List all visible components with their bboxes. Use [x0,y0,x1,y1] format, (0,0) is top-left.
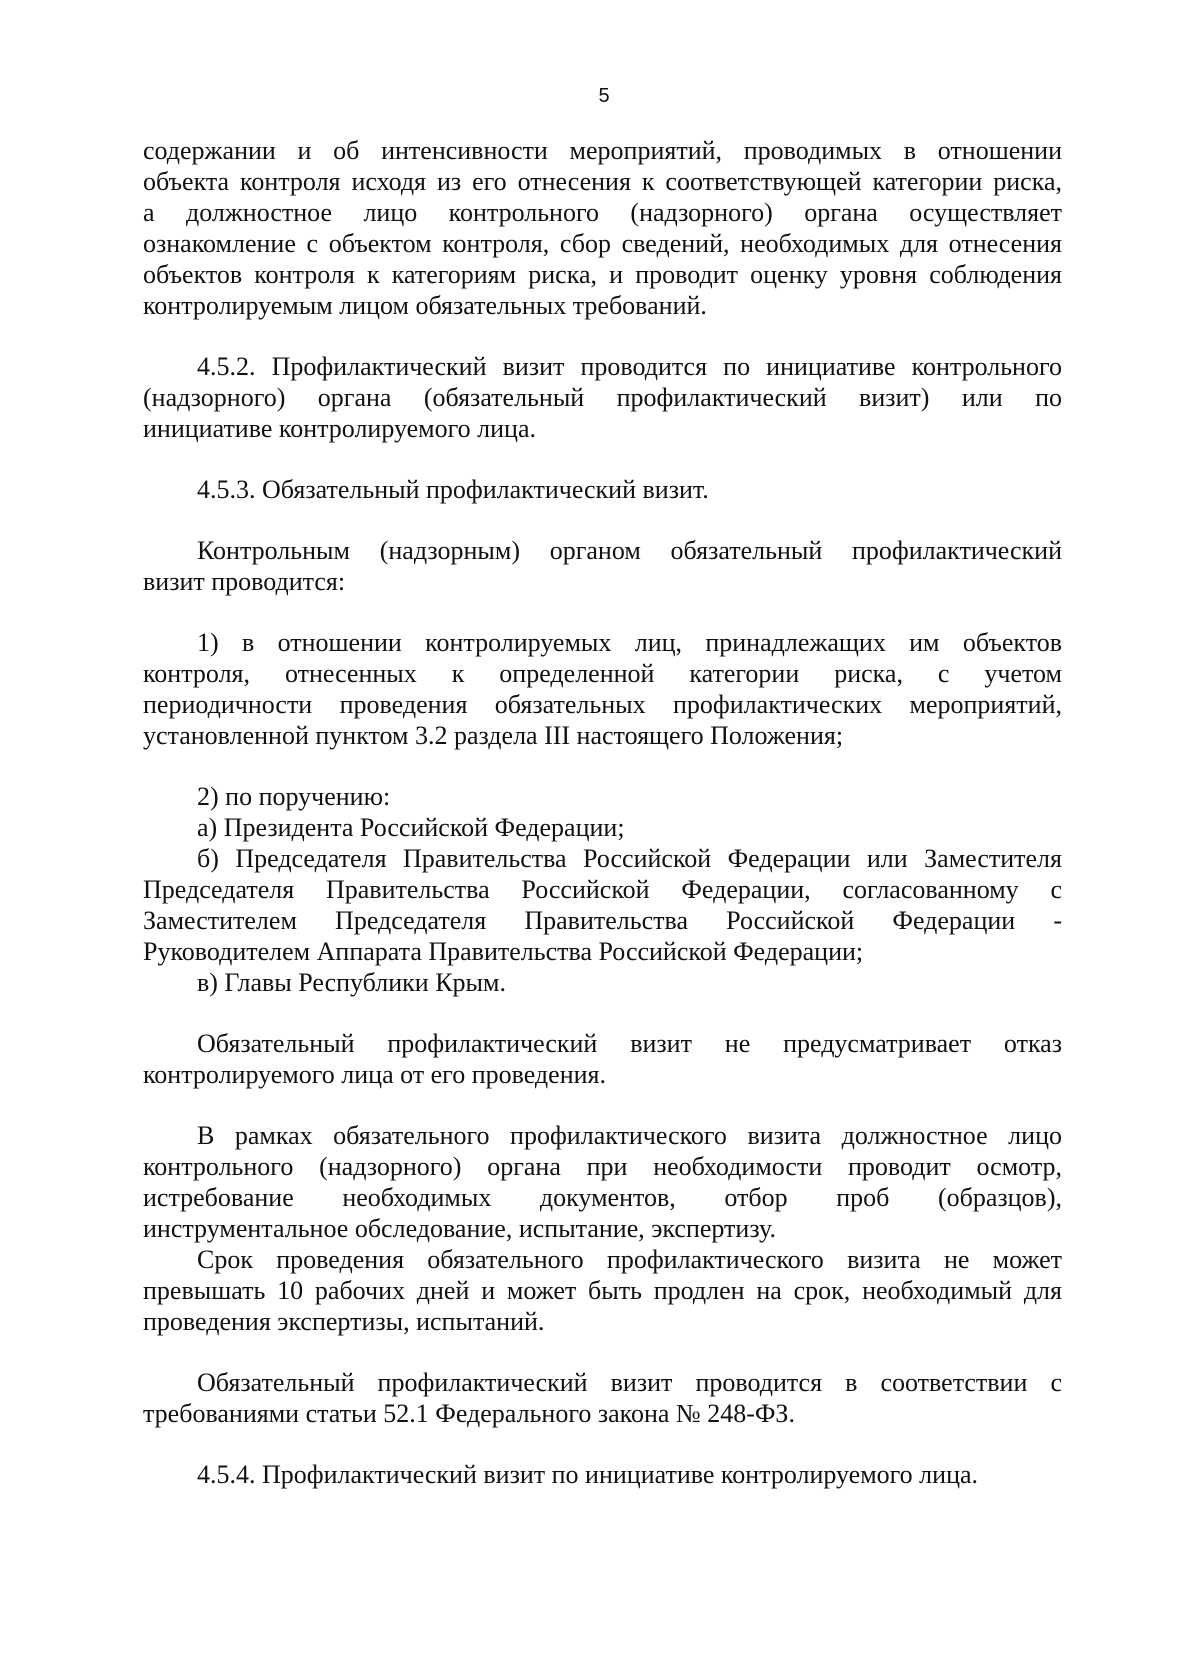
text-line: Обязательный профилактический визит проводится в соответствии с [197,1368,1062,1397]
text-line: Контрольным (надзорным) органом обязательный профилактический [197,536,1062,565]
text-line: Обязательный профилактический визит не предусматривает отказ [197,1029,1062,1058]
paragraph-4-5-4-heading [143,1459,1062,1490]
text-line: требованиями статьи 52.1 Федерального закона № 248-ФЗ. [143,1399,795,1428]
text-line: Срок проведения обязательного профилактического визита не может [197,1245,1062,1274]
text-line: инициативе контролируемого лица. [143,414,536,443]
text-line: В рамках обязательного профилактического визита должностное лицо [197,1121,1062,1150]
text-line: контролируемого лица от его проведения. [143,1060,606,1089]
paragraph-inspection-scope [143,1120,1062,1244]
paragraph-4-5-3-heading [143,474,1062,505]
paragraph-law-reference [143,1367,1062,1429]
list-item-2 [143,781,1062,812]
text-line: 1) в отношении контролируемых лиц, принадлежащих им объектов [197,628,1062,657]
list-item-2b [143,843,1062,967]
paragraph-no-refusal [143,1028,1062,1090]
text-line: ознакомление с объектом контроля, сбор сведений, необходимых для отнесения [143,229,1062,258]
text-line: визит проводится: [143,567,346,596]
text-line: превышать 10 рабочих дней и может быть продлен на срок, необходимый для [143,1276,1062,1305]
text-line: б) Председателя Правительства Российской Федерации или Заместителя [197,844,1062,873]
list-item-2a [143,812,1062,843]
paragraph-4-5-2 [143,351,1062,444]
text-line: контрольного (надзорного) органа при необходимости проводит осмотр, [143,1152,1062,1181]
text-line: контролируемым лицом обязательных требований. [143,291,707,320]
text-line: 4.5.2. Профилактический визит проводится по инициативе контрольного [197,352,1062,381]
text-line: (надзорного) органа (обязательный профилактический визит) или по [143,383,1062,412]
list-item-1 [143,627,1062,751]
text-line: установленной пунктом 3.2 раздела III настоящего Положения; [143,721,844,750]
text-line: инструментальное обследование, испытание, экспертизу. [143,1214,776,1243]
text-line: 4.5.4. Профилактический визит по инициативе контролируемого лица. [197,1460,979,1489]
text-line: а) Президента Российской Федерации; [197,813,625,842]
paragraph-control-body [143,535,1062,597]
paragraph-duration [143,1244,1062,1337]
text-line: Председателя Правительства Российской Федерации, согласованному с [143,875,1062,904]
text-line: проведения экспертизы, испытаний. [143,1307,545,1336]
text-line: контроля, отнесенных к определенной категории риска, с учетом [143,659,1062,688]
text-line: Руководителем Аппарата Правительства Российской Федерации; [143,937,864,966]
paragraph-1 [143,135,1062,321]
text-line: Заместителем Председателя Правительства Российской Федерации - [143,906,1062,935]
text-line: содержании и об интенсивности мероприятий, проводимых в отношении [143,136,1062,165]
page-number: 5 [598,85,610,107]
text-line: объектов контроля к категориям риска, и проводит оценку уровня соблюдения [143,260,1062,289]
text-line: истребование необходимых документов, отбор проб (образцов), [143,1183,1062,1212]
text-line: а должностное лицо контрольного (надзорного) органа осуществляет [143,198,1062,227]
text-line: объекта контроля исходя из его отнесения к соответствующей категории риска, [143,167,1062,196]
document-body [143,135,1062,1490]
list-item-2v [143,967,1062,998]
text-line: в) Главы Республики Крым. [197,968,506,997]
text-line: периодичности проведения обязательных профилактических мероприятий, [143,690,1062,719]
text-line: 2) по поручению: [197,782,391,811]
text-line: 4.5.3. Обязательный профилактический визит. [197,475,709,504]
